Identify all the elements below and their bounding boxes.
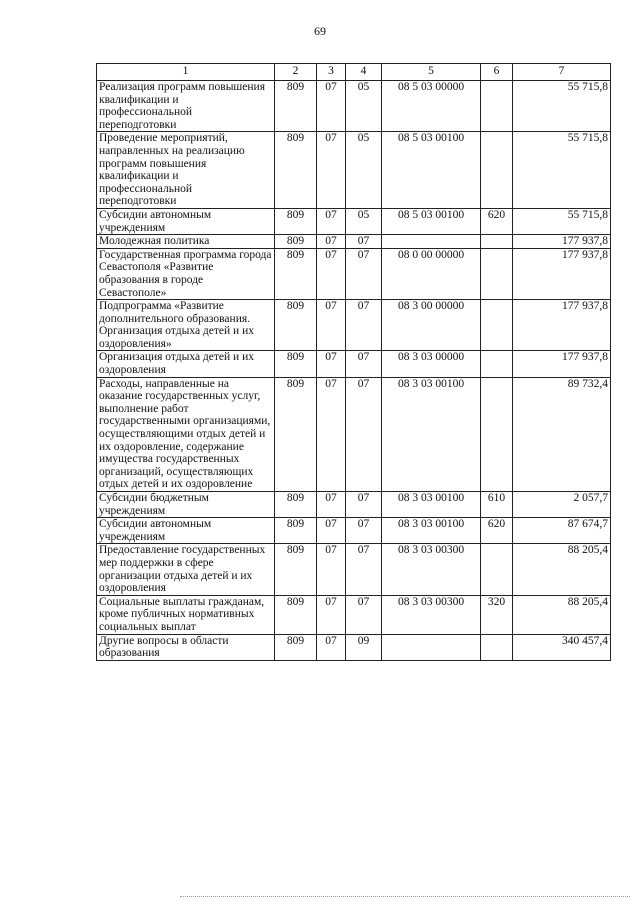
row-admin-code: 809 [275,634,317,660]
row-subsection: 09 [346,634,382,660]
row-expense-type: 320 [481,595,513,634]
header-col-7: 7 [513,64,611,81]
row-subsection: 07 [346,235,382,249]
row-target-article: 08 5 03 00000 [382,81,481,132]
table-row [97,235,611,249]
row-amount: 88 205,4 [513,544,611,595]
table-row [97,81,611,132]
row-amount: 55 715,8 [513,132,611,209]
header-col-2: 2 [275,64,317,81]
row-admin-code: 809 [275,300,317,351]
row-amount: 88 205,4 [513,595,611,634]
header-row [97,64,611,81]
row-subsection: 07 [346,518,382,544]
header-col-3: 3 [317,64,346,81]
row-target-article [382,634,481,660]
row-target-article: 08 0 00 00000 [382,248,481,299]
row-subsection: 05 [346,208,382,234]
row-subsection: 05 [346,81,382,132]
table-row [97,492,611,518]
row-subsection: 07 [346,544,382,595]
row-subsection: 07 [346,595,382,634]
row-expense-type [481,248,513,299]
row-section: 07 [317,81,346,132]
row-expense-type [481,634,513,660]
row-expense-type [481,351,513,377]
table-row [97,208,611,234]
row-admin-code: 809 [275,492,317,518]
row-amount: 177 937,8 [513,235,611,249]
row-amount: 89 732,4 [513,377,611,491]
row-admin-code: 809 [275,518,317,544]
row-section: 07 [317,377,346,491]
row-section: 07 [317,235,346,249]
row-expense-type [481,132,513,209]
table-row [97,518,611,544]
row-name: Субсидии автономным учреждениям [97,518,275,544]
row-expense-type [481,300,513,351]
row-amount: 177 937,8 [513,351,611,377]
row-section: 07 [317,595,346,634]
row-section: 07 [317,634,346,660]
header-col-4: 4 [346,64,382,81]
row-name: Организация отдыха детей и их оздоровления [97,351,275,377]
row-name: Подпрограмма «Развитие дополнительного образования. Организация отдыха детей и их оздоровления» [97,300,275,351]
table-row [97,595,611,634]
row-target-article: 08 3 03 00100 [382,492,481,518]
row-target-article: 08 5 03 00100 [382,208,481,234]
row-section: 07 [317,248,346,299]
row-target-article: 08 3 03 00000 [382,351,481,377]
row-name: Субсидии бюджетным учреждениям [97,492,275,518]
header-col-6: 6 [481,64,513,81]
row-subsection: 07 [346,248,382,299]
table-row [97,544,611,595]
row-admin-code: 809 [275,208,317,234]
row-admin-code: 809 [275,132,317,209]
row-name: Социальные выплаты гражданам, кроме публичных нормативных социальных выплат [97,595,275,634]
row-expense-type [481,81,513,132]
row-section: 07 [317,132,346,209]
row-target-article [382,235,481,249]
row-name: Реализация программ повышения квалификации и профессиональной переподготовки [97,81,275,132]
page-number: 69 [314,24,326,38]
row-expense-type [481,377,513,491]
header-col-5: 5 [382,64,481,81]
row-section: 07 [317,208,346,234]
row-admin-code: 809 [275,248,317,299]
row-name: Расходы, направленные на оказание государственных услуг, выполнение работ государственными организациями, осуществляющими отдых детей и их оздоровление, содержание имущества государственных организаций, осуществляющих отдых детей и их оздоровление [97,377,275,491]
row-name: Государственная программа города Севастополя «Развитие образования в городе Севастополе» [97,248,275,299]
budget-table [96,63,611,661]
row-admin-code: 809 [275,595,317,634]
table-row [97,300,611,351]
table-row [97,248,611,299]
row-admin-code: 809 [275,544,317,595]
row-admin-code: 809 [275,81,317,132]
row-target-article: 08 3 00 00000 [382,300,481,351]
row-expense-type [481,544,513,595]
row-expense-type [481,235,513,249]
row-section: 07 [317,300,346,351]
row-amount: 87 674,7 [513,518,611,544]
row-name: Другие вопросы в области образования [97,634,275,660]
row-subsection: 07 [346,300,382,351]
row-amount: 2 057,7 [513,492,611,518]
row-name: Субсидии автономным учреждениям [97,208,275,234]
header-col-1: 1 [97,64,275,81]
row-subsection: 07 [346,377,382,491]
row-expense-type: 620 [481,518,513,544]
table-row [97,351,611,377]
row-subsection: 07 [346,492,382,518]
row-target-article: 08 3 03 00100 [382,518,481,544]
row-subsection: 07 [346,351,382,377]
table-body [97,81,611,661]
row-target-article: 08 5 03 00100 [382,132,481,209]
row-target-article: 08 3 03 00300 [382,595,481,634]
row-amount: 55 715,8 [513,208,611,234]
bottom-divider [180,896,630,897]
table-row [97,132,611,209]
row-amount: 340 457,4 [513,634,611,660]
table-row [97,377,611,491]
row-expense-type: 620 [481,208,513,234]
row-expense-type: 610 [481,492,513,518]
row-section: 07 [317,351,346,377]
row-section: 07 [317,518,346,544]
row-section: 07 [317,544,346,595]
row-name: Молодежная политика [97,235,275,249]
row-admin-code: 809 [275,377,317,491]
row-amount: 177 937,8 [513,248,611,299]
row-amount: 55 715,8 [513,81,611,132]
row-section: 07 [317,492,346,518]
row-name: Предоставление государственных мер поддержки в сфере организации отдыха детей и их оздоровления [97,544,275,595]
row-amount: 177 937,8 [513,300,611,351]
row-admin-code: 809 [275,351,317,377]
table-row [97,634,611,660]
row-target-article: 08 3 03 00100 [382,377,481,491]
row-admin-code: 809 [275,235,317,249]
row-name: Проведение мероприятий, направленных на реализацию программ повышения квалификации и профессиональной переподготовки [97,132,275,209]
row-target-article: 08 3 03 00300 [382,544,481,595]
row-subsection: 05 [346,132,382,209]
